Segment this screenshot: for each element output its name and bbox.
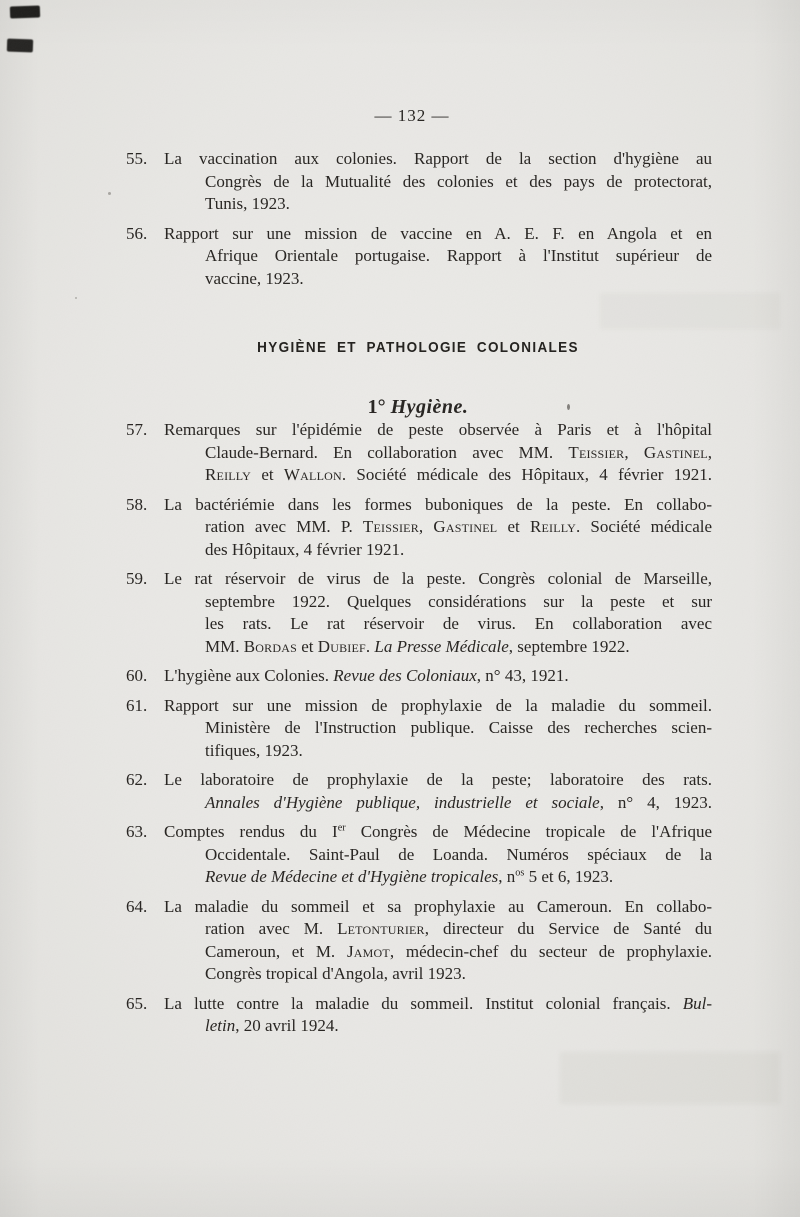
- entry-line: [164, 539, 712, 562]
- entry-line: [164, 419, 712, 442]
- entry-line: [164, 148, 712, 171]
- text-segment: Jamot: [346, 941, 390, 961]
- scan-speck: [75, 297, 77, 299]
- bibliography-content: [126, 148, 713, 1038]
- section-subheading: [124, 395, 712, 419]
- entry-line: [164, 464, 712, 487]
- entry-line: [164, 821, 712, 844]
- text-segment: Teissier: [362, 517, 419, 536]
- text-segment: Rapport sur une mission de vaccine en A. E. F. en Angola et en: [164, 223, 712, 243]
- entry-line: [164, 769, 712, 792]
- entry-number: 59.: [126, 569, 148, 588]
- entry-number: 61.: [126, 695, 148, 715]
- text-segment: ration avec M.: [205, 919, 338, 938]
- entry-line: [164, 844, 712, 867]
- text-segment: Le laboratoire de prophylaxie de la peste; laboratoire des rats.: [164, 770, 712, 789]
- text-segment: Hygiène.: [390, 396, 469, 418]
- text-segment: , n° 43, 1921.: [476, 666, 569, 685]
- entry-line: [164, 918, 712, 941]
- entry-number: 56.: [126, 223, 148, 243]
- entry-line: [164, 568, 712, 591]
- text-segment: et: [296, 636, 318, 656]
- text-segment: Claude-Bernard. En collaboration avec MM.: [205, 442, 569, 462]
- entry-line: [164, 223, 712, 246]
- text-segment: letin: [205, 1016, 236, 1035]
- entry-line: [164, 494, 712, 517]
- text-segment: Gastinel: [643, 442, 708, 462]
- text-segment: La vaccination aux colonies. Rapport de la section d'hygiène au: [164, 149, 712, 168]
- entry-number: 64.: [126, 896, 148, 916]
- text-segment: septembre 1922. Quelques considérations sur la peste et sur: [205, 591, 712, 611]
- entry-line: [164, 665, 712, 688]
- text-segment: Letonturier: [337, 919, 425, 938]
- entry-line: [164, 1015, 712, 1038]
- text-segment: La bactériémie dans les formes buboniques de la peste. En collabo-: [164, 494, 712, 514]
- text-segment: Dubief: [317, 636, 366, 656]
- entry-line: [164, 792, 712, 815]
- text-segment: L'hygiène aux Colonies.: [164, 666, 334, 685]
- text-segment: . Société médicale des Hôpitaux, 4 février 1921.: [341, 465, 712, 484]
- text-segment: La Presse Médicale: [374, 636, 509, 656]
- scan-speck: [108, 192, 111, 195]
- show-through-smudge: [560, 1052, 780, 1104]
- text-segment: Congrès de Médecine tropicale de l'Afrique: [345, 822, 712, 841]
- text-segment: Ministère de l'Instruction publique. Caisse des recherches scien-: [205, 718, 712, 737]
- entry-number: 62.: [126, 770, 148, 789]
- entry-line: [164, 740, 712, 763]
- entry-line: [164, 591, 712, 614]
- text-segment: La lutte contre la maladie du sommeil. Institut colonial français.: [164, 993, 683, 1013]
- entry-line: [164, 442, 712, 465]
- entry-line: [164, 896, 712, 919]
- entry-list-part1: [126, 148, 712, 290]
- text-segment: Revue des Coloniaux: [333, 666, 477, 685]
- entry-line: [164, 993, 712, 1016]
- entry-number: 57.: [126, 420, 148, 439]
- entry-line: [164, 717, 712, 740]
- text-segment: , septembre 1922.: [508, 636, 630, 656]
- text-segment: et: [251, 465, 284, 484]
- text-segment: , 20 avril 1924.: [235, 1016, 339, 1035]
- text-segment: Gastinel: [433, 517, 498, 536]
- entry-number: 55.: [126, 149, 148, 168]
- text-segment: vaccine, 1923.: [205, 268, 304, 288]
- bib-entry: [126, 695, 712, 763]
- text-segment: les rats. Le rat réservoir de virus. En collaboration avec: [205, 614, 712, 633]
- page-number: — 132 —: [374, 106, 450, 125]
- entry-number: 63.: [126, 822, 148, 841]
- text-segment: des Hôpitaux, 4 février 1921.: [205, 539, 405, 559]
- text-segment: os: [515, 867, 525, 879]
- bib-entry: [126, 821, 712, 889]
- text-segment: ,: [418, 517, 434, 536]
- bib-entry: [126, 568, 712, 658]
- entry-line: [164, 245, 712, 268]
- entry-line: [164, 636, 712, 659]
- text-segment: ,: [624, 442, 644, 462]
- text-segment: Afrique Orientale portugaise. Rapport à l'Institut supérieur de: [205, 246, 712, 265]
- text-segment: Rapport sur une mission de prophylaxie de la maladie du sommeil.: [164, 695, 712, 715]
- text-segment: Reilly: [205, 465, 251, 484]
- text-segment: er: [337, 822, 346, 834]
- text-segment: 1°: [367, 396, 391, 418]
- bib-entry: [126, 148, 712, 216]
- entry-line: [164, 516, 712, 539]
- text-segment: Comptes rendus du I: [164, 822, 338, 841]
- entry-number: 60.: [126, 666, 148, 685]
- text-segment: .: [365, 636, 375, 656]
- text-segment: . Société médicale: [575, 517, 713, 536]
- text-segment: ,: [707, 442, 713, 462]
- bib-entry: [126, 665, 712, 688]
- bib-entry: [126, 896, 713, 986]
- text-segment: La maladie du sommeil et sa prophylaxie au Cameroun. En collabo-: [164, 896, 712, 916]
- bib-entry: [126, 223, 712, 291]
- text-segment: , médecin-chef du secteur de prophylaxie.: [389, 941, 712, 961]
- text-segment: Bordas: [243, 636, 297, 656]
- text-segment: , n: [498, 867, 516, 886]
- entry-line: [164, 171, 712, 194]
- bib-entry: [126, 494, 713, 562]
- text-segment: tifiques, 1923.: [205, 740, 303, 760]
- text-segment: Bul-: [682, 993, 712, 1013]
- section-heading: HYGIÈNE ET PATHOLOGIE COLONIALES: [257, 339, 579, 356]
- text-segment: Congrès de la Mutualité des colonies et des pays de protectorat,: [205, 171, 712, 191]
- entry-line: [164, 695, 712, 718]
- text-segment: Teissier: [568, 442, 625, 462]
- text-segment: Reilly: [529, 517, 576, 536]
- bib-entry: [126, 419, 713, 487]
- entry-line: [164, 613, 712, 636]
- text-segment: Annales d'Hygiène publique, industrielle et sociale: [205, 792, 600, 812]
- entry-line: [164, 193, 712, 216]
- text-segment: 5 et 6, 1923.: [524, 867, 614, 886]
- entry-number: 58.: [126, 494, 148, 514]
- scan-speck: [567, 404, 570, 410]
- text-segment: et: [497, 517, 530, 536]
- entry-line: [164, 268, 712, 291]
- entry-number: 65.: [126, 993, 148, 1013]
- entry-list-part2: [126, 419, 713, 1038]
- bib-entry: [126, 769, 712, 814]
- text-segment: Cameroun, et M.: [205, 941, 347, 961]
- bib-entry: [126, 993, 712, 1038]
- text-segment: Wallon: [283, 465, 342, 484]
- entry-line: [164, 941, 712, 964]
- text-segment: MM.: [205, 636, 244, 656]
- text-segment: Remarques sur l'épidémie de peste observée à Paris et à l'hôpital: [164, 420, 712, 439]
- text-segment: , directeur du Service de Santé du: [424, 919, 713, 938]
- entry-line: [164, 963, 712, 986]
- entry-line: [164, 866, 712, 889]
- text-segment: Revue de Médecine et d'Hygiène tropicales: [205, 867, 499, 886]
- text-segment: Congrès tropical d'Angola, avril 1923.: [205, 964, 466, 983]
- text-segment: Tunis, 1923.: [205, 194, 290, 213]
- text-segment: , n° 4, 1923.: [599, 792, 712, 812]
- text-segment: ration avec MM. P.: [205, 517, 363, 536]
- text-segment: Occidentale. Saint-Paul de Loanda. Numéros spéciaux de la: [205, 844, 712, 864]
- text-segment: Le rat réservoir de virus de la peste. Congrès colonial de Marseille,: [164, 569, 712, 588]
